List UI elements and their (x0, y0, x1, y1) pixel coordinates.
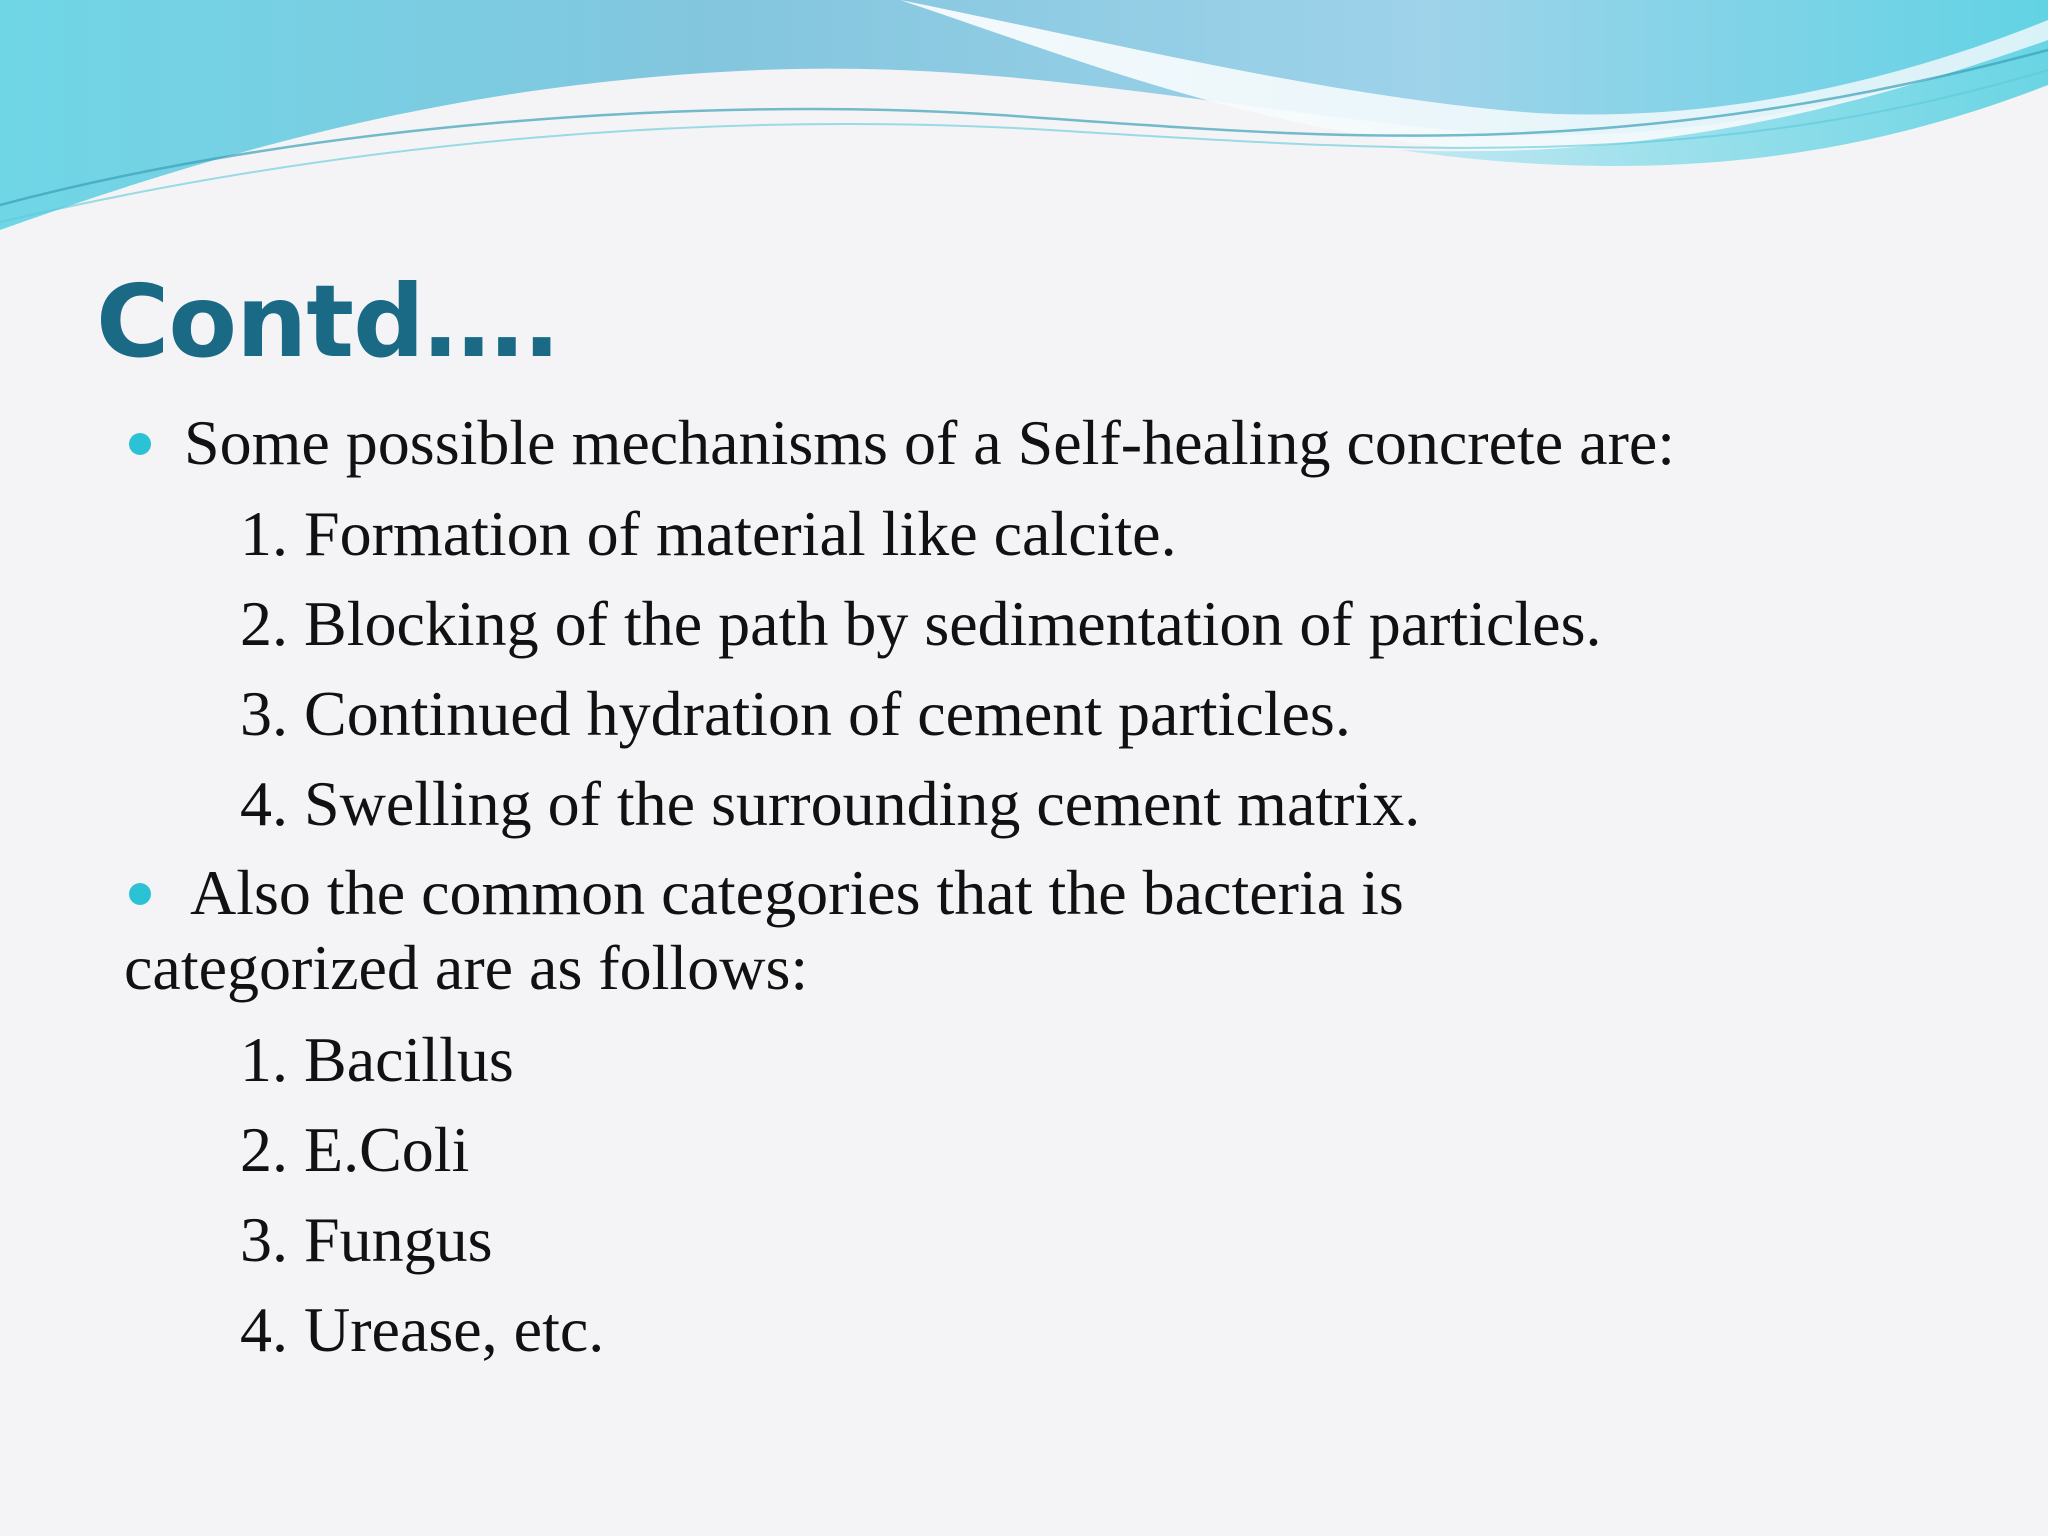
mechanism-item: 2. Blocking of the path by sedimentation of particles. (240, 588, 1602, 659)
category-item: 3. Fungus (240, 1204, 493, 1275)
bullet-text-mechanisms: Some possible mechanisms of a Self-healing concrete are: (184, 407, 1676, 478)
bullet-text-categories-line2: categorized are as follows: (124, 932, 809, 1003)
bullet-icon (129, 433, 151, 455)
mechanism-item: 3. Continued hydration of cement particles. (240, 678, 1351, 749)
mechanism-item: 1. Formation of material like calcite. (240, 498, 1177, 569)
category-item: 4. Urease, etc. (240, 1294, 605, 1365)
bullet-icon (129, 883, 151, 905)
category-item: 2. E.Coli (240, 1114, 470, 1185)
slide-title: Contd…. (96, 263, 560, 380)
bullet-text-categories-line1: Also the common categories that the bacteria is (190, 857, 1404, 928)
category-item: 1. Bacillus (240, 1024, 514, 1095)
mechanism-item: 4. Swelling of the surrounding cement matrix. (240, 768, 1421, 839)
